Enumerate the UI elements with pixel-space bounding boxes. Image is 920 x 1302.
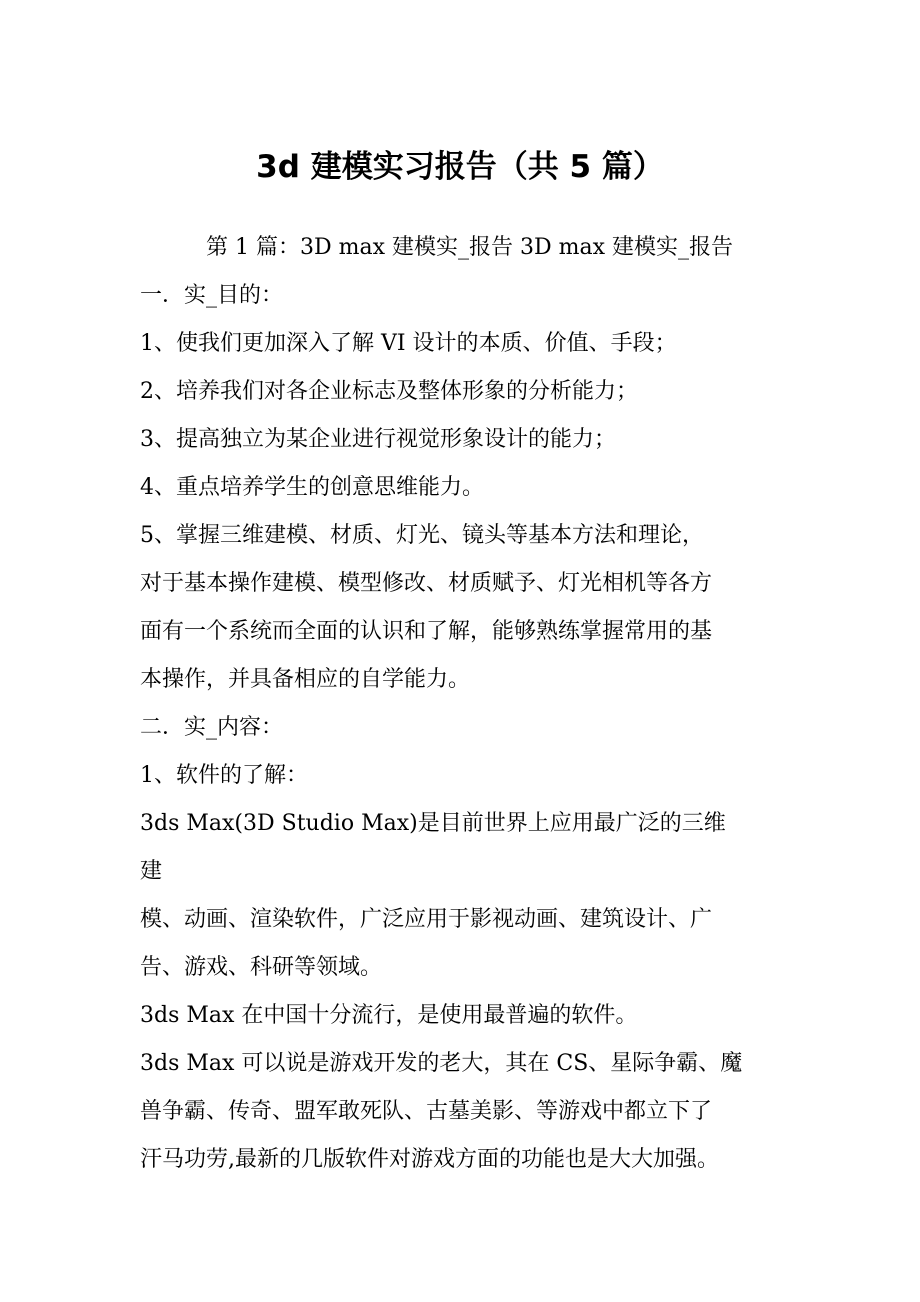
document-body xyxy=(140,224,800,1184)
document-title: 3d 建模实习报告（共 5 篇） xyxy=(256,149,664,185)
paragraph-line: 模、动画、渲染软件，广泛应用于影视动画、建筑设计、广 xyxy=(140,907,713,932)
paragraph-line: 5、掌握三维建模、材质、灯光、镜头等基本方法和理论， xyxy=(140,523,704,548)
paragraph-line: 告、游戏、科研等领域。 xyxy=(140,955,383,980)
paragraph-line: 3ds Max 可以说是游戏开发的老大，其在 CS、星际争霸、魔 xyxy=(140,1051,743,1076)
paragraph-line: 3、提高独立为某企业进行视觉形象设计的能力； xyxy=(140,427,616,452)
paragraph-line: 4、重点培养学生的创意思维能力。 xyxy=(140,475,484,500)
paragraph-line: 汗马功劳,最新的几版软件对游戏方面的功能也是大大加强。 xyxy=(140,1147,719,1172)
paragraph-line: 二．实_内容： xyxy=(140,715,284,740)
paragraph-line: 3ds Max 在中国十分流行，是使用最普遍的软件。 xyxy=(140,1003,638,1028)
paragraph-line: 对于基本操作建模、模型修改、材质赋予、灯光相机等各方 xyxy=(140,571,713,596)
paragraph-line: 2、培养我们对各企业标志及整体形象的分析能力； xyxy=(140,379,638,404)
paragraph-line: 1、软件的了解： xyxy=(140,763,308,788)
section-heading-line: 第 1 篇：3D max 建模实_报告 3D max 建模实_报告 xyxy=(206,235,733,260)
paragraph-line: 一．实_目的： xyxy=(140,283,284,308)
paragraph-line: 兽争霸、传奇、盟军敢死队、古墓美影、等游戏中都立下了 xyxy=(140,1099,713,1124)
paragraph-line: 3ds Max(3D Studio Max)是目前世界上应用最广泛的三维 xyxy=(140,811,726,836)
paragraph-line: 建 xyxy=(140,859,163,884)
paragraph-line: 面有一个系统而全面的认识和了解，能够熟练掌握常用的基 xyxy=(140,619,713,644)
paragraph-line: 1、使我们更加深入了解 VI 设计的本质、价值、手段； xyxy=(140,331,677,356)
paragraph-line: 本操作，并具备相应的自学能力。 xyxy=(140,667,471,692)
